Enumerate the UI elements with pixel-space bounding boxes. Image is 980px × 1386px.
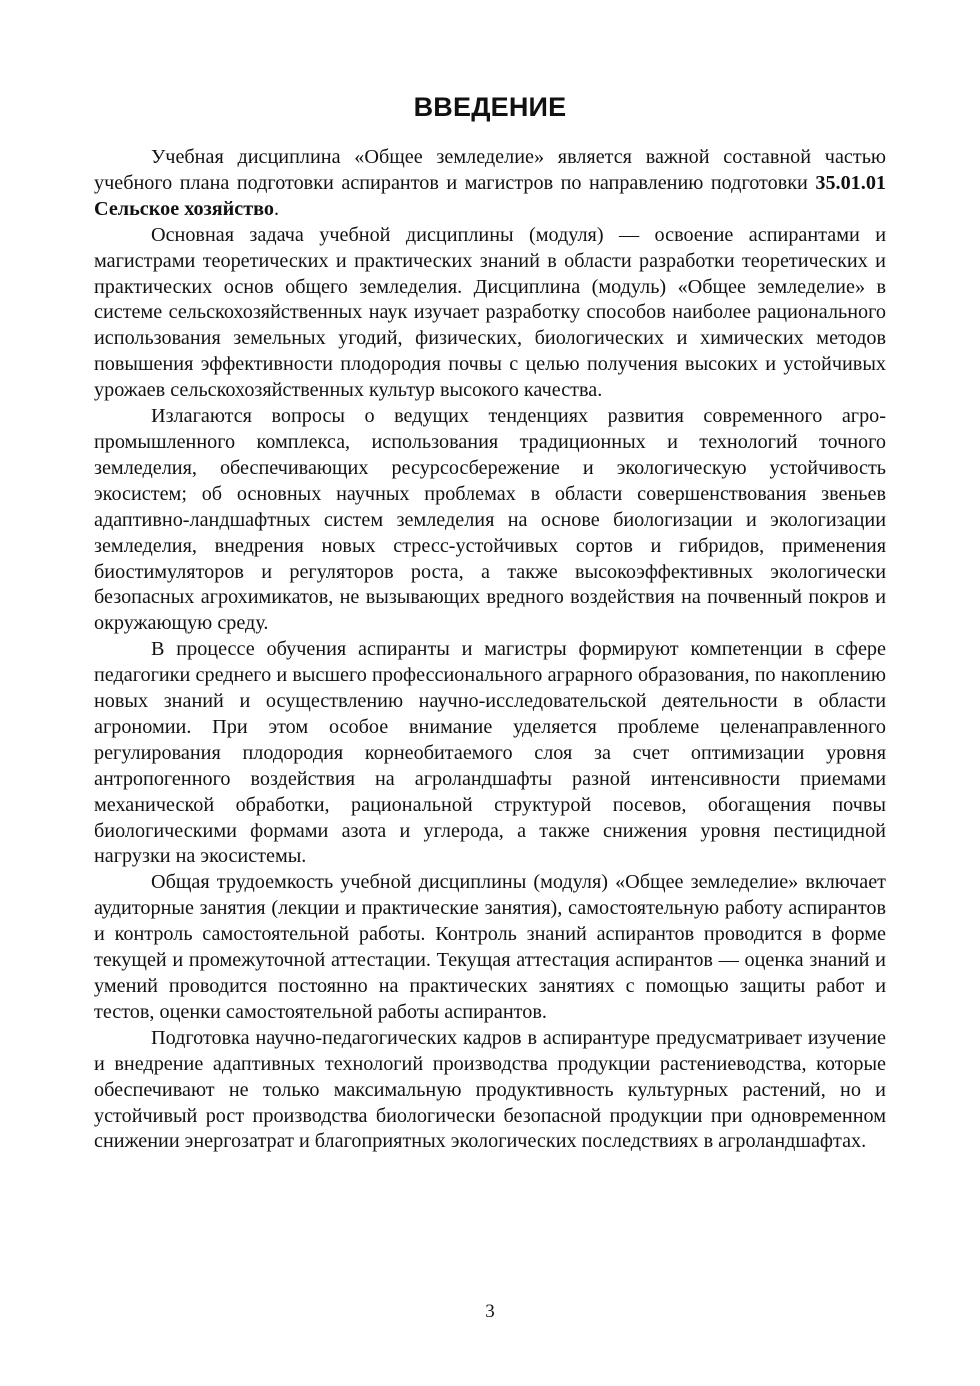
paragraph-6: Подготовка научно-педагогических кадров в аспирантуре предусматривает изучение и внедрение адаптивных технологий производства продукции растениеводства, которые обеспечивают не только максимальную продуктивность культурных растений, но и устойчивый рост производства биологически безопасной продукции при одновременном снижении энергозатрат и благоприятных экологических последствиях в агроландшафтах. bbox=[94, 1026, 886, 1153]
paragraph-1 bbox=[94, 145, 886, 223]
paragraph-4: В процессе обучения аспиранты и магистры формируют компетенции в сфере педагогики среднего и высшего профессионального аграрного образования, по накоплению новых знаний и осуществлению научно-исследовательской деятельности в области агрономии. При этом особое внимание уделяется проблеме целенаправленного регулирования плодородия корнеобитаемого слоя за счет оптимизации уровня антропогенного воздействия на агроландшафты разной интенсивности приемами механической обработки, рациональной структурой посевов, обогащения почвы биологическими формами азота и углерода, а также снижения уровня пестицидной нагрузки на экосистемы. bbox=[94, 638, 886, 868]
document-page bbox=[94, 0, 886, 1386]
paragraph-1-bold-specialty: 35.01.01 Сельское хозяйство bbox=[94, 171, 886, 220]
paragraph-1-end: . bbox=[274, 197, 280, 220]
page-title: ВВЕДЕНИЕ bbox=[413, 92, 567, 122]
paragraph-5: Общая трудоемкость учебной дисциплины (модуля) «Общее земледелие» включает аудиторные занятия (лекции и практические занятия), самостоятельную работу аспирантов и контроль самостоятельной работы. Контроль знаний аспирантов проводится в форме текущей и промежуточной аттестации. Текущая аттестация аспирантов — оценка знаний и умений проводится постоянно на практических занятиях с помощью защиты работ и тестов, оценки самостоятельной работы аспирантов. bbox=[94, 871, 886, 1023]
body-text bbox=[94, 145, 886, 1155]
paragraph-3: Излагаются вопросы о ведущих тенденциях развития современного агропромышленного комплекса, использования традиционных и технологий точного земледелия, обеспечивающих ресурсосбережение и экологическую устойчивость экосистем; об основных научных проблемах в области совершенствования звеньев адаптивно-ландшафтных систем земледелия на основе биологизации и экологизации земледелия, внедрения новых стресс-устойчивых сортов и гибридов, применения биостимуляторов и регуляторов роста, а также высокоэффективных экологически безопасных агрохимикатов, не вызывающих вредного воздействия на почвенный покров и окружающую среду. bbox=[94, 405, 886, 635]
paragraph-2: Основная задача учебной дисциплины (модуля) — освоение аспирантами и магистрами теоретических и практических знаний в области разработки теоретических и практических основ общего земледелия. Дисциплина (модуль) «Общее земледелие» в системе сельскохозяйственных наук изучает разработку способов наиболее рационального использования земельных угодий, физических, биологических и химических методов повышения эффективности плодородия почвы с целью получения высоких и устойчивых урожаев сельскохозяйственных культур высокого качества. bbox=[94, 223, 886, 402]
paragraph-1-text: Учебная дисциплина «Общее земледелие» является важной составной частью учебного плана подготовки аспирантов и магистров по направлению подготовки bbox=[94, 146, 886, 194]
page-number: 3 bbox=[485, 1301, 495, 1322]
